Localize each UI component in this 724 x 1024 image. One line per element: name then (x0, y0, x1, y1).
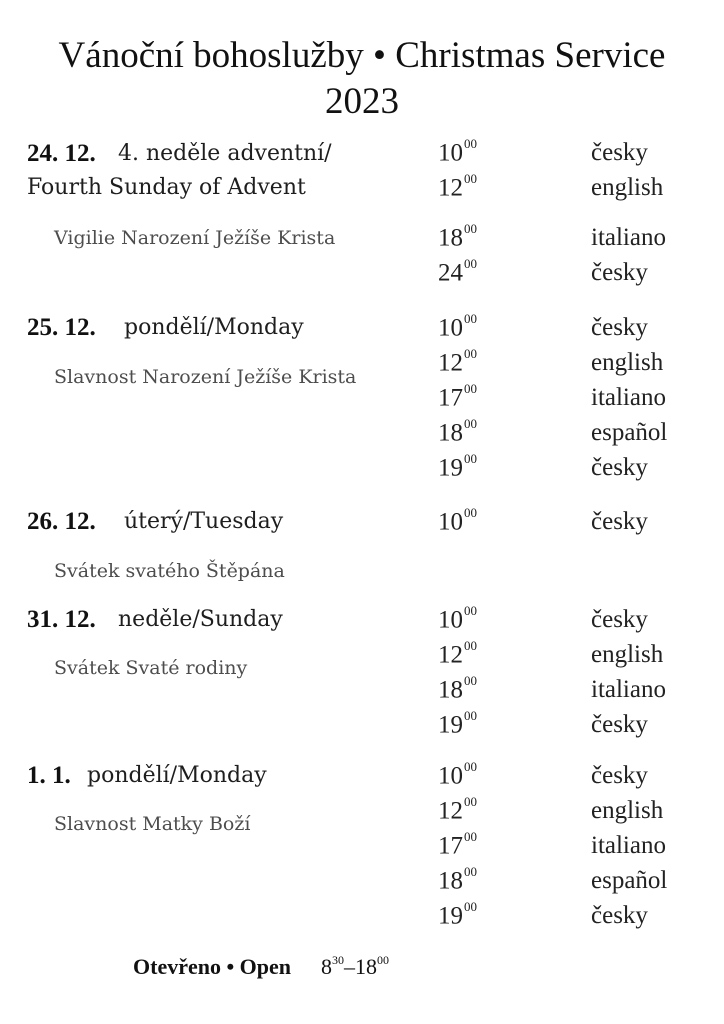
service-language: english (591, 174, 664, 201)
service-language: česky (591, 314, 648, 341)
day-name: pondělí/Monday (87, 763, 267, 788)
service-language: česky (591, 711, 648, 738)
day-date: 25. 12. (27, 314, 96, 341)
day-date: 31. 12. (27, 606, 96, 633)
opening-hours-label: Otevřeno • Open (133, 954, 292, 979)
service-language: español (591, 419, 668, 446)
day-subtitle: Slavnost Matky Boží (54, 813, 251, 835)
day-subtitle: Svátek svatého Štěpána (54, 560, 285, 582)
day-date: 24. 12. (27, 140, 96, 167)
day-name: úterý/Tuesday (124, 509, 284, 534)
day-name-english: Fourth Sunday of Advent (27, 175, 306, 200)
service-language: česky (591, 259, 648, 286)
service-time: $12^{00}$ (438, 171, 477, 202)
service-time: $18^{00}$ (438, 864, 477, 895)
service-language: italiano (591, 676, 666, 703)
service-language: español (591, 867, 668, 894)
service-time: $18^{00}$ (438, 416, 477, 447)
day-subtitle: Svátek Svaté rodiny (54, 657, 248, 679)
service-time: $10^{00}$ (438, 136, 477, 167)
service-language: česky (591, 762, 648, 789)
service-time: $12^{00}$ (438, 794, 477, 825)
service-time: $19^{00}$ (438, 708, 477, 739)
service-time: $18^{00}$ (438, 673, 477, 704)
service-language: english (591, 641, 664, 668)
service-time: $24^{00}$ (438, 256, 477, 287)
service-time: $19^{00}$ (438, 899, 477, 930)
service-time: $12^{00}$ (438, 346, 477, 377)
day-name: neděle/Sunday (118, 607, 283, 632)
day-date: 1. 1. (27, 762, 71, 789)
day-name: 4. neděle adventní/ (118, 141, 332, 166)
service-time: $10^{00}$ (438, 505, 477, 536)
service-time: $17^{00}$ (438, 381, 477, 412)
service-language: česky (591, 508, 648, 535)
service-language: česky (591, 606, 648, 633)
day-subtitle: Vigilie Narození Ježíše Krista (54, 227, 336, 249)
page-year: 2023 (325, 81, 399, 122)
service-language: česky (591, 902, 648, 929)
service-time: $12^{00}$ (438, 638, 477, 669)
service-time: $18^{00}$ (438, 221, 477, 252)
opening-hours (133, 954, 389, 980)
service-time: $10^{00}$ (438, 603, 477, 634)
service-language: česky (591, 139, 648, 166)
service-time: $10^{00}$ (438, 311, 477, 342)
service-language: italiano (591, 832, 666, 859)
service-language: english (591, 797, 664, 824)
service-language: česky (591, 454, 648, 481)
service-language: italiano (591, 224, 666, 251)
service-language: english (591, 349, 664, 376)
day-date: 26. 12. (27, 508, 96, 535)
service-time: $19^{00}$ (438, 451, 477, 482)
page-title: Vánoční bohoslužby • Christmas Service (58, 35, 666, 76)
service-time: $17^{00}$ (438, 829, 477, 860)
service-language: italiano (591, 384, 666, 411)
opening-hours-time: $8^{30}-18^{00}$ (321, 952, 390, 979)
day-name: pondělí/Monday (124, 315, 304, 340)
service-time: $10^{00}$ (438, 759, 477, 790)
day-subtitle: Slavnost Narození Ježíše Krista (54, 366, 357, 388)
